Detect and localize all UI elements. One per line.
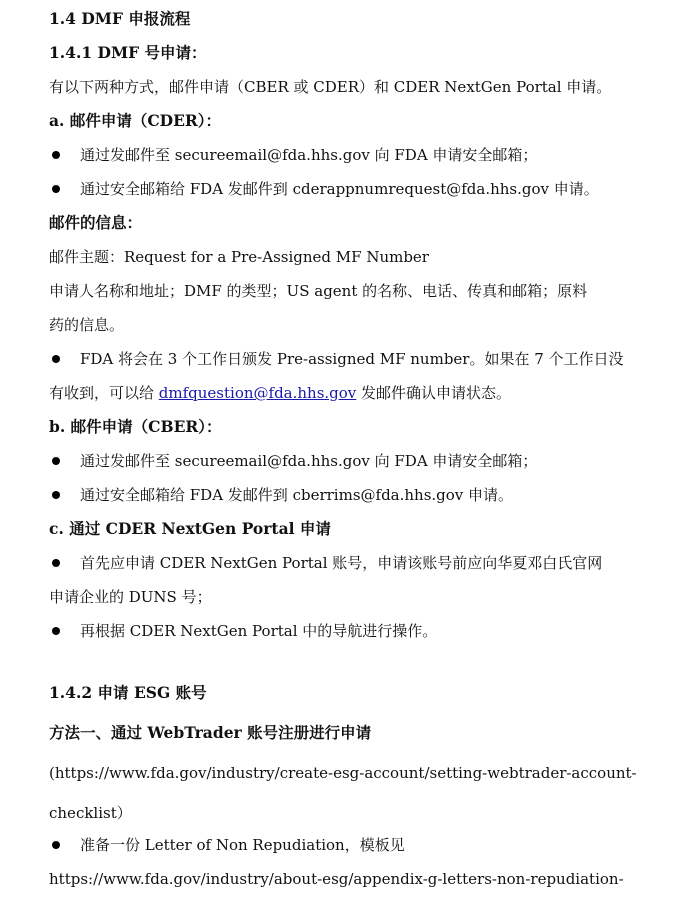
- section-heading-1-4-2: 1.4.2 申请 ESG 账号: [49, 683, 207, 702]
- list-item-text: 首先应申请 CDER NextGen Portal 账号，申请该账号前应向华夏邓白氏官网: [80, 554, 603, 572]
- list-item-text: 准备一份 Letter of Non Repudiation，模板见: [80, 836, 405, 854]
- bullet-icon: [52, 457, 60, 465]
- webtrader-url-line1: (https://www.fda.gov/industry/create-esg-account/setting-webtrader-account-: [49, 764, 637, 782]
- list-item-b2: [52, 485, 676, 505]
- notice-line2: [49, 383, 676, 403]
- section-heading-1-4: 1.4 DMF 申报流程: [49, 9, 191, 28]
- bullet-icon: [52, 841, 60, 849]
- bullet-icon: [52, 355, 60, 363]
- bullet-icon: [52, 151, 60, 159]
- subheading-b: b. 邮件申请（CBER）：: [49, 417, 222, 436]
- subheading-c: c. 通过 CDER NextGen Portal 申请: [49, 519, 331, 538]
- bullet-icon: [52, 491, 60, 499]
- list-item-text: 再根据 CDER NextGen Portal 中的导航进行操作。: [80, 622, 438, 640]
- list-item-c1-line1: [52, 553, 676, 573]
- list-item-text: 通过发邮件至 secureemail@fda.hhs.gov 向 FDA 申请安全邮箱；: [80, 452, 538, 470]
- email-subject: 邮件主题：Request for a Pre-Assigned MF Number: [49, 248, 429, 266]
- list-item-a2: [52, 179, 676, 199]
- list-item-text: 通过安全邮箱给 FDA 发邮件到 cberrims@fda.hhs.gov 申请。: [80, 486, 514, 504]
- list-item-text: FDA 将会在 3 个工作日颁发 Pre-assigned MF number。如果在 7 个工作日没: [80, 350, 624, 368]
- non-repudiation-url: https://www.fda.gov/industry/about-esg/appendix-g-letters-non-repudiation-: [49, 870, 624, 888]
- list-item-c2: [52, 621, 676, 641]
- section-heading-1-4-1: 1.4.1 DMF 号申请：: [49, 43, 207, 62]
- method1-heading: 方法一、通过 WebTrader 账号注册进行申请: [49, 723, 372, 742]
- email-content-line2: 药的信息。: [49, 316, 125, 334]
- bullet-icon: [52, 627, 60, 635]
- list-item-c1-line2: 申请企业的 DUNS 号；: [49, 588, 212, 606]
- list-item-text: 通过发邮件至 secureemail@fda.hhs.gov 向 FDA 申请安全邮箱；: [80, 146, 538, 164]
- list-item-text: 通过安全邮箱给 FDA 发邮件到 cderappnumrequest@fda.hhs.gov 申请。: [80, 180, 599, 198]
- notice-text: 有收到，可以给: [49, 384, 159, 402]
- webtrader-url-line2: checklist）: [49, 804, 132, 822]
- intro-paragraph: 有以下两种方式，邮件申请（CBER 或 CDER）和 CDER NextGen Portal 申请。: [49, 78, 612, 96]
- notice-line1: [52, 349, 676, 369]
- bullet-icon: [52, 559, 60, 567]
- list-item-esg1: [52, 835, 676, 855]
- subheading-a: a. 邮件申请（CDER）：: [49, 111, 222, 130]
- dmfquestion-email-link[interactable]: dmfquestion@fda.hhs.gov: [158, 384, 357, 402]
- email-content-line1: 申请人名称和地址；DMF 的类型；US agent 的名称、电话、传真和邮箱；原料: [49, 282, 588, 300]
- list-item-a1: [52, 145, 676, 165]
- subheading-email-info: 邮件的信息：: [49, 213, 143, 232]
- notice-text: 发邮件确认申请状态。: [356, 384, 512, 402]
- bullet-icon: [52, 185, 60, 193]
- list-item-b1: [52, 451, 676, 471]
